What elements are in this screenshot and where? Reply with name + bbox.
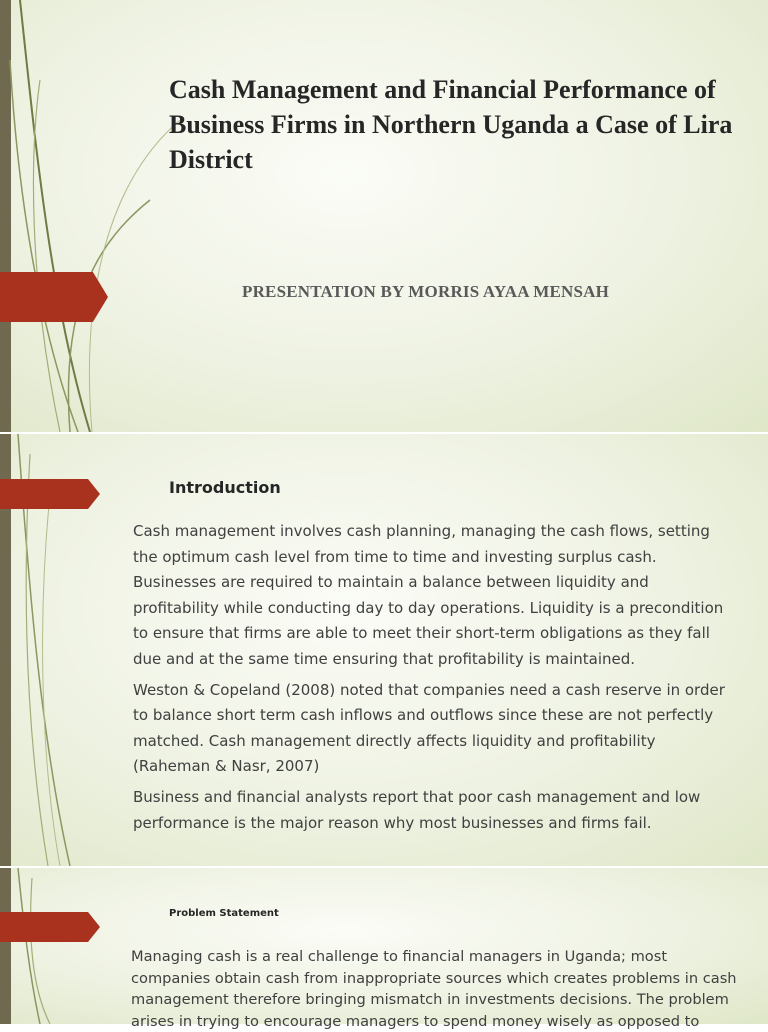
list-item: Cash management involves cash planning, managing the cash flows, setting the optimum cash level from time to time and investing surplus cash. Businesses are required to maintain a balance between liquidity and profitability while conducting day to day operations. Liquidity is a precondition to ensure that firms are able to meet their short-term obligations as they fall due and at the same time ensuring that profitability is maintained. [133,522,724,668]
section-heading-problem-statement: Problem Statement [169,908,279,919]
decorative-swirl [0,0,200,432]
introduction-bullets [133,519,733,841]
accent-tag [0,912,100,942]
problem-statement-text: Managing cash is a real challenge to financial managers in Uganda; most companies obtain cash from inappropriate sources which creates problems in cash management therefore bringing mismatch in investments decisions. The problem arises in trying to encourage managers to spend money wisely as opposed to [131,948,737,1030]
decorative-swirl [0,868,120,1024]
list-item: Business and financial analysts report that poor cash management and low performance is the major reason why most businesses and firms fail. [133,787,701,832]
section-heading-introduction: Introduction [169,478,281,497]
accent-tag [0,272,108,322]
presenter-line: PRESENTATION BY MORRIS AYAA MENSAH [242,282,610,301]
accent-tag [0,479,100,509]
list-item: Weston & Copeland (2008) noted that companies need a cash reserve in order to balance short term cash inflows and outflows since these are not perfectly matched. Cash management directly affects liquidity and profitability (Raheman & Nasr, 2007) [133,680,725,776]
title-slide [0,0,768,432]
presentation-title: Cash Management and Financial Performance of Business Firms in Northern Uganda a Case of Lira District [169,75,733,174]
